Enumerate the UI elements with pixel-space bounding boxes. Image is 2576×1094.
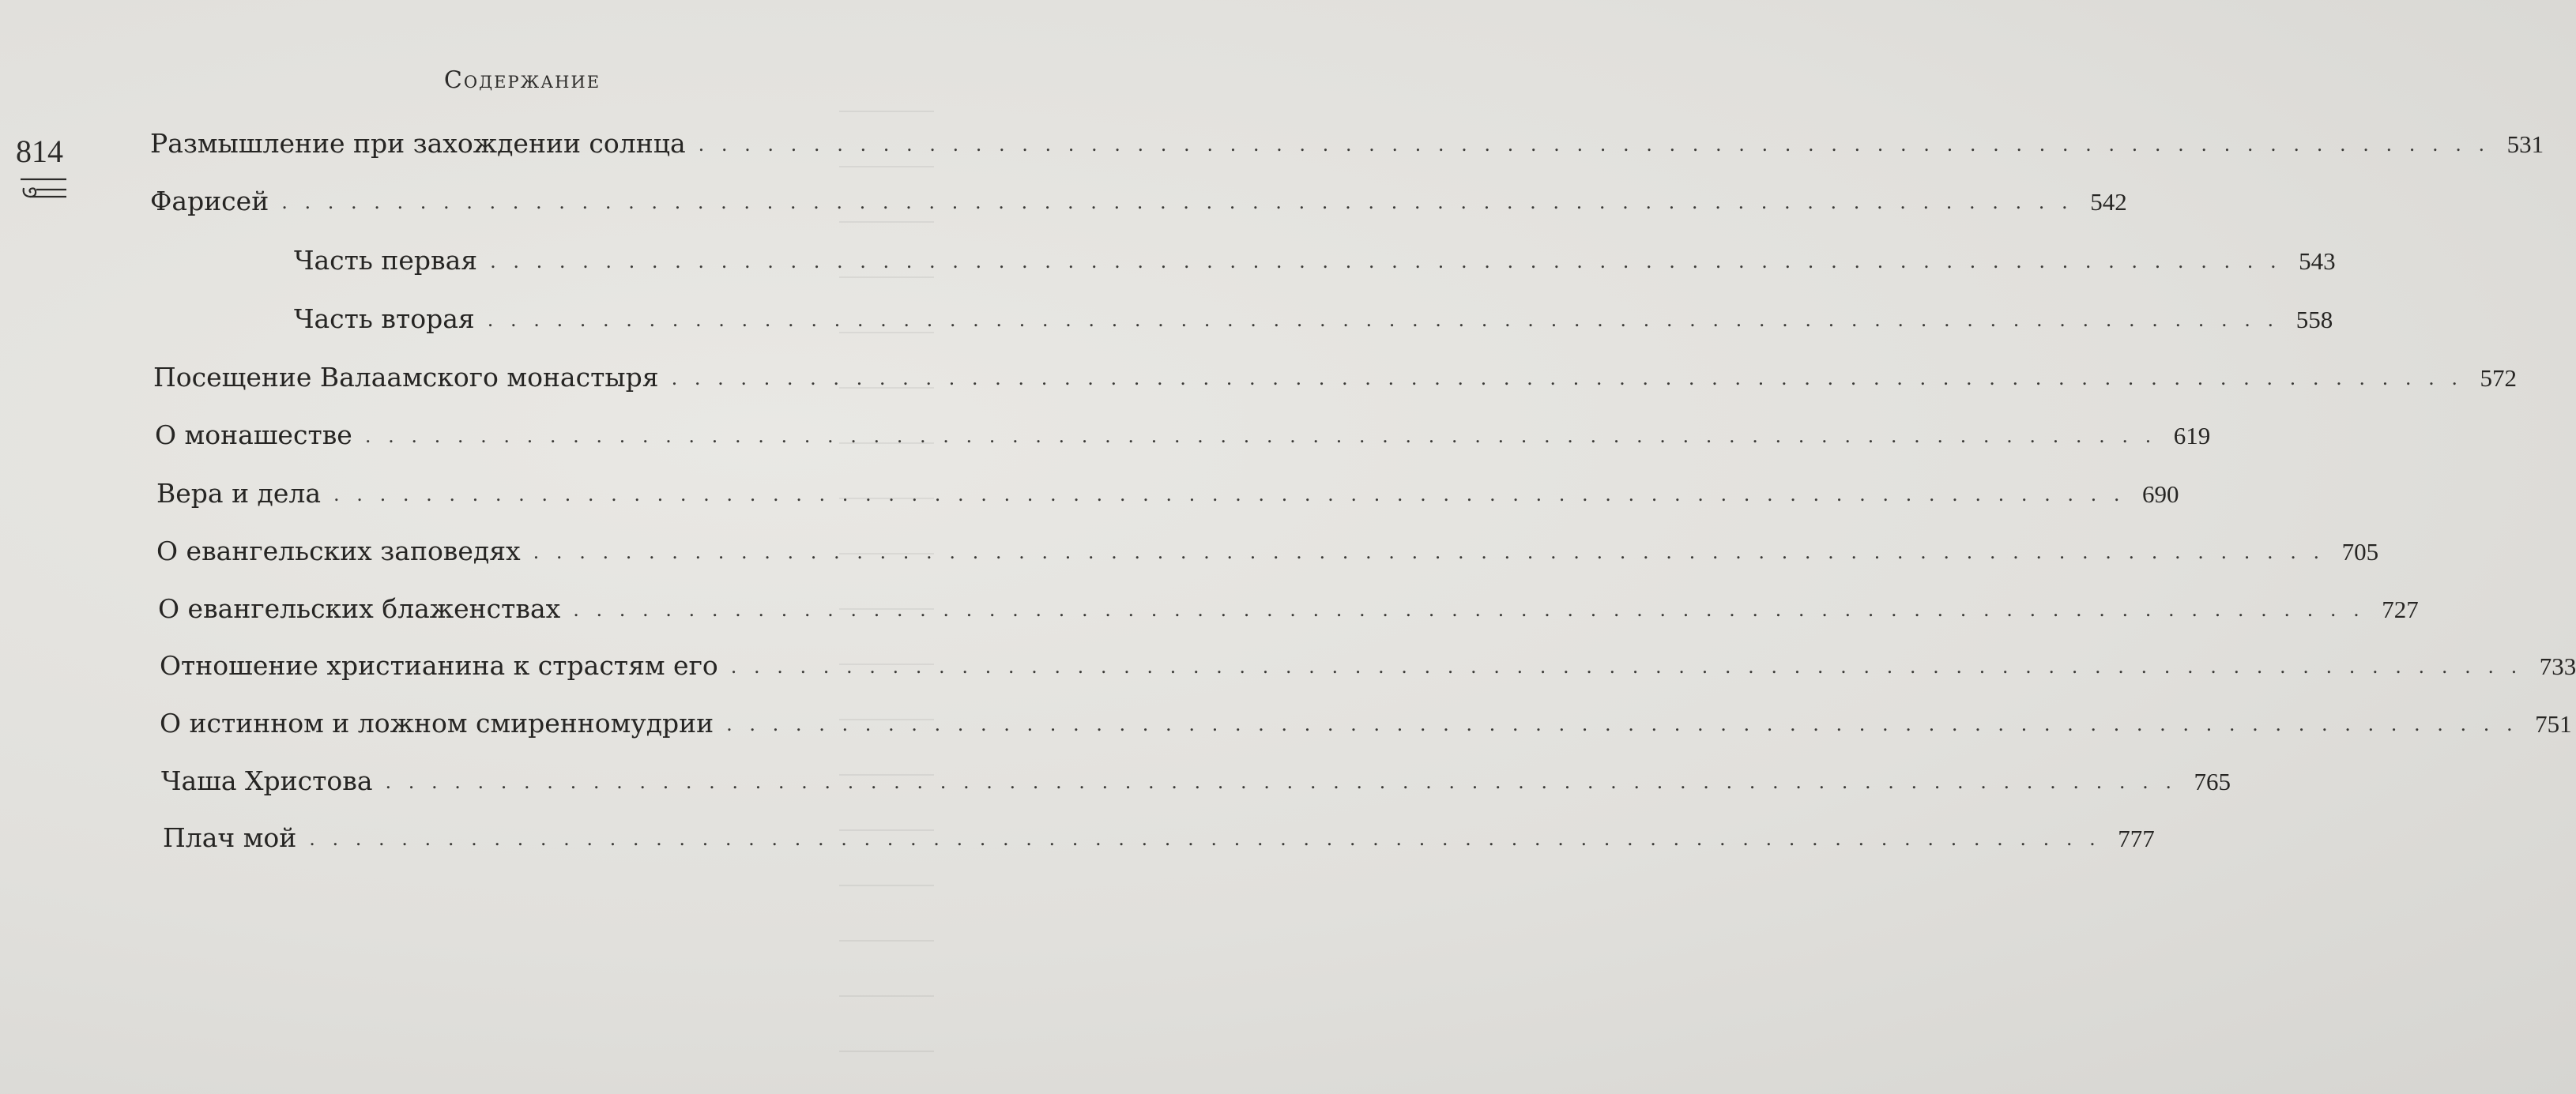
dot-leader: . . . . . . . . . . . . . . . . . . . . . . . . . . . . . . . . . . . . . . . . . . . . . . . . . . . . . . . . . . . . . . . . . . . . . . . . . . . . . . xyxy=(487,309,2280,331)
dot-leader: . . . . . . . . . . . . . . . . . . . . . . . . . . . . . . . . . . . . . . . . . . . . . . . . . . . . . . . . . . . . . . . . . . . . . . . . . . . . . . xyxy=(533,541,2326,563)
dot-leader: . . . . . . . . . . . . . . . . . . . . . . . . . . . . . . . . . . . . . . . . . . . . . . . . . . . . . . . . . . . . . . . . . . . . . . . . . . . . . . xyxy=(730,656,2523,678)
toc-entry-title: Плач мой xyxy=(163,822,297,853)
toc-entry[interactable] xyxy=(160,650,2576,690)
toc-entry-page: 542 xyxy=(2090,188,2127,216)
dot-leader: . . . . . . . . . . . . . . . . . . . . . . . . . . . . . . . . . . . . . . . . . . . . . . . . . . . . . . . . . . . . . . . . . . . . . . . . . . . . . . xyxy=(385,771,2177,793)
dot-leader: . . . . . . . . . . . . . . . . . . . . . . . . . . . . . . . . . . . . . . . . . . . . . . . . . . . . . . . . . . . . . . . . . . . . . . . . . . . . . . xyxy=(281,191,2073,213)
toc-entry-title: Отношение христианина к страстям его xyxy=(160,650,718,681)
toc-entry-page: 531 xyxy=(2506,130,2544,158)
dot-leader: . . . . . . . . . . . . . . . . . . . . . . . . . . . . . . . . . . . . . . . . . . . . . . . . . . . . . . . . . . . . . . . . . . . . . . . . . . . . . . xyxy=(490,250,2282,273)
toc-entry-title: О монашестве xyxy=(155,419,352,450)
toc-entry-title: Вера и дела xyxy=(156,478,322,509)
toc-entry-title: Чаша Христова xyxy=(161,765,373,796)
toc-entry-title: Часть первая xyxy=(294,245,478,276)
dot-leader: . . . . . . . . . . . . . . . . . . . . . . . . . . . . . . . . . . . . . . . . . . . . . . . . . . . . . . . . . . . . . . . . . . . . . . . . . . . . . . xyxy=(309,828,2101,850)
toc-entry-title: О евангельских блаженствах xyxy=(158,593,561,624)
dot-leader: . . . . . . . . . . . . . . . . . . . . . . . . . . . . . . . . . . . . . . . . . . . . . . . . . . . . . . . . . . . . . . . . . . . . . . . . . . . . . . xyxy=(726,713,2518,735)
toc-entry[interactable] xyxy=(163,822,2155,862)
toc-entry-page: 543 xyxy=(2299,247,2336,275)
toc-entry-title: Часть вторая xyxy=(294,303,475,334)
dot-leader: . . . . . . . . . . . . . . . . . . . . . . . . . . . . . . . . . . . . . . . . . . . . . . . . . . . . . . . . . . . . . . . . . . . . . . . . . . . . . . xyxy=(333,483,2126,506)
toc-entry-title: О евангельских заповедях xyxy=(156,536,521,566)
toc-subentry[interactable] xyxy=(294,245,2336,284)
toc-entry-title: О истинном и ложном смиренномудрии xyxy=(160,708,714,739)
toc-entry[interactable] xyxy=(156,478,2179,517)
page-title: Содержание xyxy=(443,66,601,94)
toc-entry-title: Посещение Валаамского монастыря xyxy=(153,362,659,393)
wave-ornament-icon xyxy=(19,177,68,205)
toc-entry[interactable] xyxy=(158,593,2419,633)
toc-entry[interactable] xyxy=(160,708,2572,747)
dot-leader: . . . . . . . . . . . . . . . . . . . . . . . . . . . . . . . . . . . . . . . . . . . . . . . . . . . . . . . . . . . . . . . . . . . . . . . . . . . . . . xyxy=(364,425,2157,447)
toc-entry[interactable] xyxy=(155,419,2211,459)
dot-leader: . . . . . . . . . . . . . . . . . . . . . . . . . . . . . . . . . . . . . . . . . . . . . . . . . . . . . . . . . . . . . . . . . . . . . . . . . . . . . . xyxy=(698,133,2491,156)
toc-entry[interactable] xyxy=(150,186,2127,225)
toc-entry-page: 619 xyxy=(2173,422,2211,449)
toc-entry-page: 777 xyxy=(2118,825,2155,852)
toc-entry[interactable] xyxy=(156,536,2379,575)
dot-leader: . . . . . . . . . . . . . . . . . . . . . . . . . . . . . . . . . . . . . . . . . . . . . . . . . . . . . . . . . . . . . . . . . . . . . . . . . . . . . . xyxy=(671,367,2464,389)
toc-entry-page: 727 xyxy=(2382,596,2419,623)
toc-entry-page: 572 xyxy=(2480,364,2518,392)
toc-entry-page: 705 xyxy=(2341,538,2379,566)
toc-entry-page: 751 xyxy=(2535,710,2572,738)
toc-entry[interactable] xyxy=(150,128,2544,167)
page-number: 814 xyxy=(16,133,63,169)
toc-subentry[interactable] xyxy=(294,303,2333,343)
toc-entry-title: Размышление при захождении солнца xyxy=(150,128,686,159)
toc-entry-page: 690 xyxy=(2142,480,2179,508)
toc-entry[interactable] xyxy=(153,362,2518,401)
toc-entry[interactable] xyxy=(161,765,2231,805)
toc-entry-page: 765 xyxy=(2194,768,2231,795)
toc-entry-page: 733 xyxy=(2539,652,2576,680)
toc-entry-page: 558 xyxy=(2295,306,2333,333)
toc-entry-title: Фарисей xyxy=(150,186,269,216)
dot-leader: . . . . . . . . . . . . . . . . . . . . . . . . . . . . . . . . . . . . . . . . . . . . . . . . . . . . . . . . . . . . . . . . . . . . . . . . . . . . . . xyxy=(573,599,2365,621)
